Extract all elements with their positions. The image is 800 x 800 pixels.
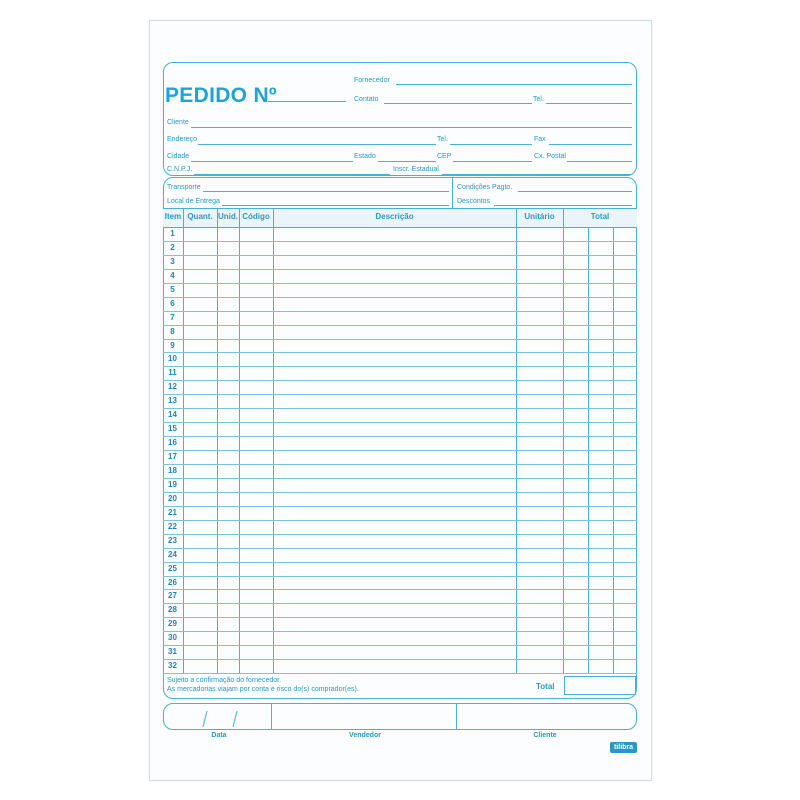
cnpj-field[interactable]	[194, 174, 390, 175]
cliente-field[interactable]	[191, 127, 632, 128]
row-number: 10	[168, 354, 177, 364]
row-number: 21	[168, 507, 177, 517]
estado-label: Estado	[354, 153, 376, 160]
table-row[interactable]	[183, 269, 636, 283]
descontos-field[interactable]	[494, 205, 632, 206]
table-row[interactable]	[183, 506, 636, 520]
tel2-field[interactable]	[450, 144, 532, 145]
contato-label: Contato	[354, 96, 379, 103]
col-item-header: Item	[164, 212, 182, 221]
row-number: 4	[170, 270, 175, 280]
total-field[interactable]	[564, 676, 636, 695]
table-row[interactable]	[183, 241, 636, 255]
table-row[interactable]	[183, 227, 636, 241]
row-number: 5	[170, 284, 175, 294]
table-row[interactable]	[183, 283, 636, 297]
row-number: 24	[168, 549, 177, 559]
condicoes-field[interactable]	[518, 191, 632, 192]
row-number: 25	[168, 563, 177, 573]
col-total-header: Total	[590, 212, 610, 221]
row-number: 18	[168, 465, 177, 475]
cidade-field[interactable]	[191, 161, 353, 162]
table-row[interactable]	[183, 464, 636, 478]
row-number: 2	[170, 242, 175, 252]
table-row[interactable]	[183, 603, 636, 617]
table-row[interactable]	[183, 492, 636, 506]
table-row[interactable]	[183, 394, 636, 408]
col-codigo-header: Código	[242, 212, 270, 221]
cliente-label: Cliente	[167, 119, 189, 126]
row-number: 15	[168, 424, 177, 434]
row-number: 27	[168, 591, 177, 601]
table-row[interactable]	[183, 366, 636, 380]
transporte-label: Transporte	[167, 184, 201, 191]
row-number: 11	[168, 368, 177, 378]
cep-label: CEP	[437, 153, 452, 160]
descontos-label: Descontos	[457, 198, 491, 205]
table-row[interactable]	[183, 352, 636, 366]
col-unid-header: Unid.	[218, 212, 238, 221]
row-number: 12	[168, 382, 177, 392]
row-number: 19	[168, 479, 177, 489]
row-number: 6	[170, 298, 175, 308]
note-confirmation: Sujeito a confirmação do fornecedor.	[167, 677, 282, 684]
vendedor-field[interactable]	[272, 704, 456, 730]
table-row[interactable]	[183, 325, 636, 339]
inscr-field[interactable]	[442, 174, 632, 175]
tilibra-logo: tilibra	[610, 742, 637, 753]
data-label: Data	[211, 732, 227, 739]
local-entrega-field[interactable]	[222, 205, 449, 206]
table-row[interactable]	[183, 562, 636, 576]
row-number: 22	[168, 521, 177, 531]
table-row[interactable]	[183, 520, 636, 534]
col-quant-header: Quant.	[187, 212, 213, 221]
row-number: 7	[170, 312, 175, 322]
cx-postal-field[interactable]	[567, 161, 632, 162]
cidade-label: Cidade	[167, 153, 190, 160]
order-number-field[interactable]	[268, 101, 346, 102]
cnpj-label: C.N.P.J.	[167, 166, 193, 173]
contato-field[interactable]	[384, 103, 532, 104]
table-row[interactable]	[183, 548, 636, 562]
row-number: 13	[168, 396, 177, 406]
table-row[interactable]	[183, 380, 636, 394]
table-row[interactable]	[183, 617, 636, 631]
table-row[interactable]	[183, 297, 636, 311]
row-number: 32	[168, 661, 177, 671]
col-unitario-header: Unitário	[524, 212, 555, 221]
table-row[interactable]	[183, 422, 636, 436]
tel-field[interactable]	[546, 103, 632, 104]
page-title: PEDIDO Nº	[165, 84, 277, 107]
shipping-divider	[452, 178, 453, 208]
row-line	[163, 673, 637, 674]
row-number: 16	[168, 438, 177, 448]
fax-label: Fax	[534, 136, 546, 143]
fax-field[interactable]	[549, 144, 632, 145]
fornecedor-label: Fornecedor	[354, 77, 390, 84]
row-number: 14	[168, 410, 177, 420]
row-number: 26	[168, 577, 177, 587]
row-number: 29	[168, 619, 177, 629]
note-shipping-risk: As mercadorias viajam por conta e risco do(s) comprador(es).	[167, 686, 359, 693]
row-number: 9	[170, 340, 175, 350]
cep-field[interactable]	[453, 161, 532, 162]
endereco-label: Endereço	[167, 136, 197, 143]
row-number: 31	[168, 647, 177, 657]
row-number: 20	[168, 493, 177, 503]
fornecedor-field[interactable]	[396, 84, 632, 85]
col-descricao-header: Descrição	[375, 212, 414, 221]
cx-postal-label: Cx. Postal	[534, 153, 566, 160]
table-row[interactable]	[183, 450, 636, 464]
table-row[interactable]	[183, 255, 636, 269]
table-row[interactable]	[183, 631, 636, 645]
table-row[interactable]	[183, 478, 636, 492]
inscr-label: Inscr. Estadual	[393, 166, 439, 173]
table-row[interactable]	[183, 659, 636, 673]
row-number: 8	[170, 326, 175, 336]
row-number: 3	[170, 256, 175, 266]
vendedor-label: Vendedor	[349, 732, 381, 739]
row-number: 23	[168, 535, 177, 545]
estado-field[interactable]	[378, 161, 436, 162]
row-number: 17	[168, 452, 177, 462]
table-row[interactable]	[183, 436, 636, 450]
total-label: Total	[536, 682, 555, 691]
table-row[interactable]	[183, 576, 636, 590]
condicoes-label: Condições Pagto.	[457, 184, 513, 191]
table-row[interactable]	[183, 589, 636, 603]
data-field[interactable]	[164, 704, 271, 730]
endereco-field[interactable]	[198, 144, 436, 145]
tel-label: Tel.	[533, 96, 544, 103]
row-number: 28	[168, 605, 177, 615]
table-row[interactable]	[183, 534, 636, 548]
local-entrega-label: Local de Entrega	[167, 198, 220, 205]
table-row[interactable]	[183, 645, 636, 659]
transporte-field[interactable]	[203, 191, 449, 192]
tel2-label: Tel.	[437, 136, 448, 143]
row-number: 1	[170, 229, 175, 238]
table-row[interactable]	[183, 339, 636, 353]
cliente-signature-label: Cliente	[533, 732, 557, 739]
table-row[interactable]	[183, 408, 636, 422]
cliente-signature-field[interactable]	[457, 704, 636, 730]
row-number: 30	[168, 633, 177, 643]
table-row[interactable]	[183, 311, 636, 325]
